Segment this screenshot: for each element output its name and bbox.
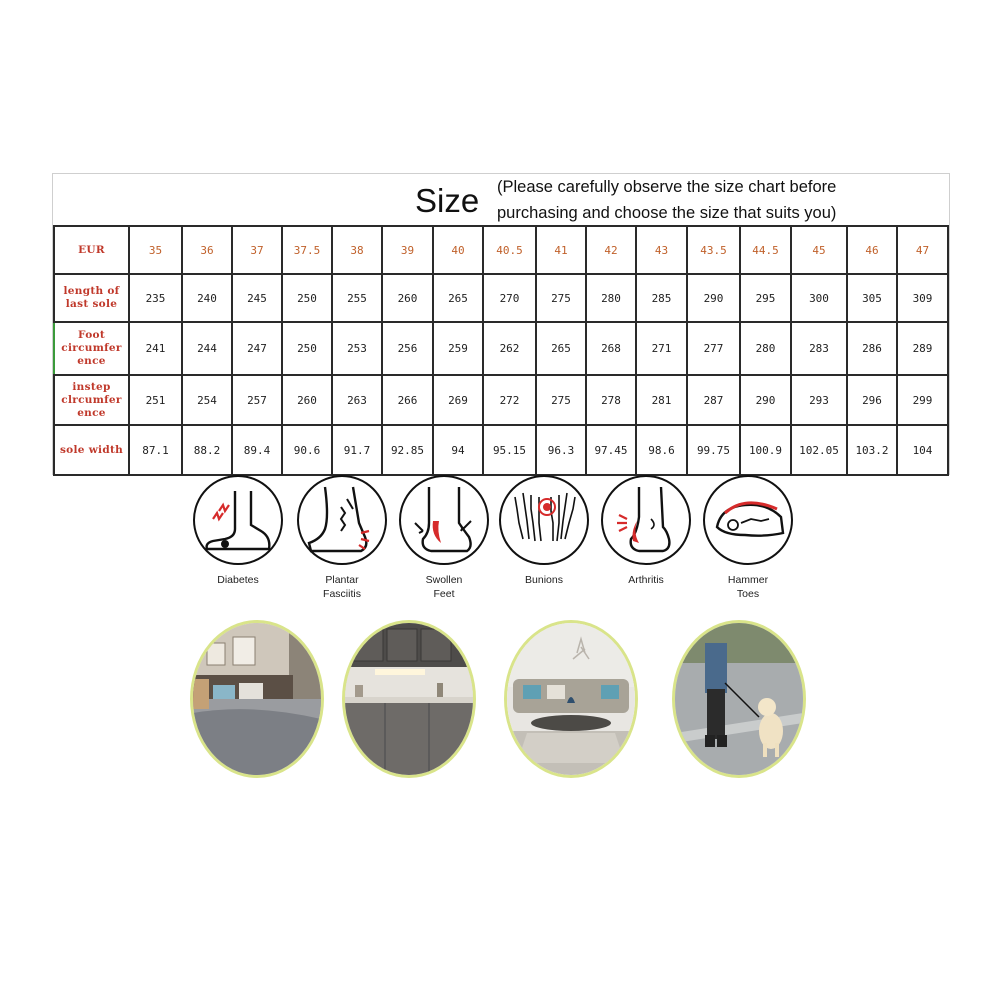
size-cell: 275	[536, 375, 586, 425]
size-cell: 103.2	[847, 425, 897, 475]
size-cell: 257	[232, 375, 282, 425]
size-cell: 295	[740, 274, 791, 322]
condition-plantar-fasciitis	[292, 475, 392, 601]
size-cell: 95.15	[483, 425, 536, 475]
hammer-toes-icon	[703, 475, 793, 565]
size-cell: 94	[433, 425, 483, 475]
row-label: sole width	[54, 425, 129, 475]
size-cell: 96.3	[536, 425, 586, 475]
size-cell: 45	[791, 226, 847, 274]
size-cell: 290	[687, 274, 740, 322]
size-cell: 90.6	[282, 425, 332, 475]
size-cell: 259	[433, 322, 483, 375]
row-label: length of last sole	[54, 274, 129, 322]
size-instructions-line-2: purchasing and choose the size that suits you)	[497, 204, 837, 222]
size-cell: 102.05	[791, 425, 847, 475]
size-cell: 251	[129, 375, 182, 425]
size-cell: 47	[897, 226, 948, 274]
size-cell: 268	[586, 322, 636, 375]
size-cell: 265	[433, 274, 483, 322]
size-cell: 43.5	[687, 226, 740, 274]
size-cell: 247	[232, 322, 282, 375]
size-cell: 266	[382, 375, 433, 425]
bedroom-photo	[190, 620, 324, 778]
size-cell: 296	[847, 375, 897, 425]
living-room-photo	[504, 620, 638, 778]
size-cell: 43	[636, 226, 687, 274]
usage-scenes	[0, 620, 1000, 800]
kitchen-photo	[342, 620, 476, 778]
size-cell: 104	[897, 425, 948, 475]
size-instructions	[497, 174, 937, 226]
size-cell: 256	[382, 322, 433, 375]
size-cell: 265	[536, 322, 586, 375]
size-cell: 44.5	[740, 226, 791, 274]
row-label: Foot circumfer ence	[54, 322, 129, 375]
condition-label: Bunions	[525, 574, 563, 586]
size-row-eur	[54, 226, 948, 274]
size-cell: 293	[791, 375, 847, 425]
size-cell: 255	[332, 274, 382, 322]
size-cell: 38	[332, 226, 382, 274]
size-cell: 37	[232, 226, 282, 274]
size-cell: 272	[483, 375, 536, 425]
dog-walking-photo	[672, 620, 806, 778]
size-cell: 87.1	[129, 425, 182, 475]
size-cell: 281	[636, 375, 687, 425]
size-cell: 269	[433, 375, 483, 425]
size-row-sole-width	[54, 425, 948, 475]
swollen-feet-icon	[399, 475, 489, 565]
size-cell: 309	[897, 274, 948, 322]
size-cell: 270	[483, 274, 536, 322]
size-cell: 263	[332, 375, 382, 425]
size-cell: 99.75	[687, 425, 740, 475]
size-cell: 92.85	[382, 425, 433, 475]
condition-arthritis	[596, 475, 696, 587]
size-cell: 290	[740, 375, 791, 425]
size-cell: 39	[382, 226, 433, 274]
size-row-length-of-last-sole	[54, 274, 948, 322]
arthritis-icon	[601, 475, 691, 565]
size-cell: 98.6	[636, 425, 687, 475]
condition-diabetes	[188, 475, 288, 587]
size-cell: 244	[182, 322, 232, 375]
size-table-grid	[53, 225, 949, 476]
size-cell: 97.45	[586, 425, 636, 475]
size-cell: 89.4	[232, 425, 282, 475]
size-cell: 245	[232, 274, 282, 322]
plantar-fasciitis-icon	[297, 475, 387, 565]
size-cell: 91.7	[332, 425, 382, 475]
diabetes-foot-icon	[193, 475, 283, 565]
size-title: Size	[415, 182, 480, 219]
size-cell: 289	[897, 322, 948, 375]
size-row-foot-circumference	[54, 322, 948, 375]
size-cell: 37.5	[282, 226, 332, 274]
size-cell: 262	[483, 322, 536, 375]
size-cell: 46	[847, 226, 897, 274]
size-cell: 271	[636, 322, 687, 375]
size-cell: 287	[687, 375, 740, 425]
size-cell: 100.9	[740, 425, 791, 475]
size-cell: 260	[382, 274, 433, 322]
size-cell: 285	[636, 274, 687, 322]
size-cell: 240	[182, 274, 232, 322]
size-cell: 305	[847, 274, 897, 322]
size-cell: 35	[129, 226, 182, 274]
size-cell: 280	[586, 274, 636, 322]
size-cell: 260	[282, 375, 332, 425]
size-cell: 36	[182, 226, 232, 274]
size-cell: 278	[586, 375, 636, 425]
size-cell: 250	[282, 322, 332, 375]
size-cell: 299	[897, 375, 948, 425]
row-label: EUR	[54, 226, 129, 274]
size-cell: 241	[129, 322, 182, 375]
size-cell: 40	[433, 226, 483, 274]
size-cell: 88.2	[182, 425, 232, 475]
condition-swollen-feet	[394, 475, 494, 601]
size-instructions-line-1: (Please carefully observe the size chart before	[497, 178, 837, 196]
condition-label: Hammer Toes	[727, 574, 769, 600]
size-cell: 254	[182, 375, 232, 425]
size-cell: 280	[740, 322, 791, 375]
size-cell: 283	[791, 322, 847, 375]
condition-label: Diabetes	[217, 574, 259, 586]
size-cell: 286	[847, 322, 897, 375]
condition-hammer-toes	[698, 475, 798, 601]
condition-label: Plantar Fasciitis	[323, 574, 361, 600]
size-row-instep-circumference	[54, 375, 948, 425]
size-cell: 40.5	[483, 226, 536, 274]
size-cell: 275	[536, 274, 586, 322]
size-cell: 42	[586, 226, 636, 274]
size-chart	[52, 173, 950, 475]
foot-conditions	[0, 473, 1000, 618]
size-cell: 277	[687, 322, 740, 375]
bunions-icon	[499, 475, 589, 565]
size-chart-header	[53, 174, 949, 226]
size-cell: 41	[536, 226, 586, 274]
size-cell: 253	[332, 322, 382, 375]
condition-bunions	[494, 475, 594, 587]
size-cell: 250	[282, 274, 332, 322]
condition-label: Arthritis	[628, 574, 664, 586]
row-label: instep clrcumfer ence	[54, 375, 129, 425]
size-cell: 300	[791, 274, 847, 322]
condition-label: Swollen Feet	[425, 574, 463, 600]
size-cell: 235	[129, 274, 182, 322]
